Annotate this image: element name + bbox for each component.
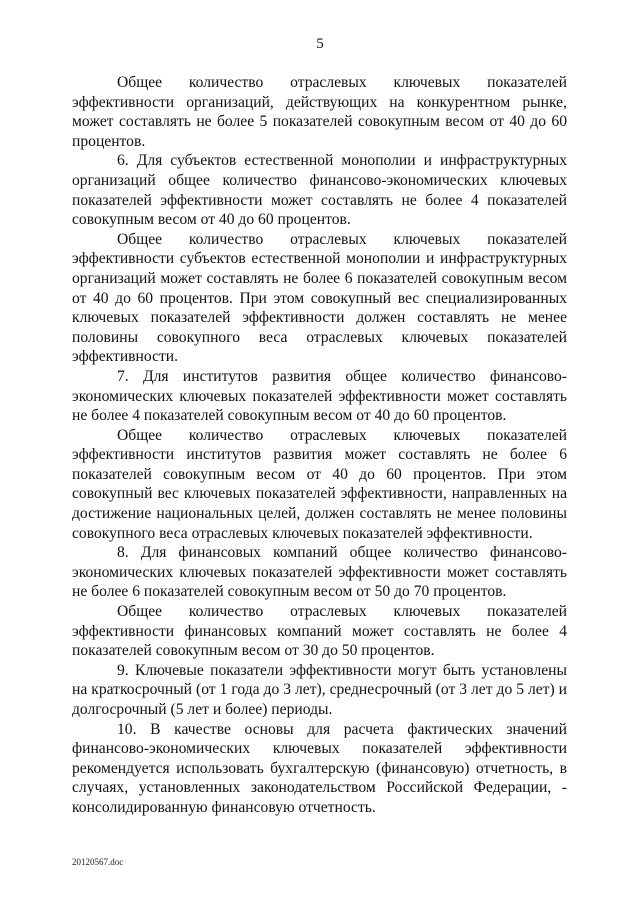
paragraph-item-9: 9. Ключевые показатели эффективности могут быть установлены на краткосрочный (от 1 года до 3 лет), среднесрочный (от 3 лет до 5 лет) и долгосрочный (5 лет и более) периоды. [72, 661, 567, 718]
paragraph-item-8: 8. Для финансовых компаний общее количество финансово-экономических ключевых показателей эффективности может составлять не более 6 показателей совокупным весом от 50 до 70 процентов. [72, 544, 567, 601]
paragraph-industry-kpi-financial: Общее количество отраслевых ключевых показателей эффективности финансовых компаний может составлять не более 4 показателей совокупным весом от 30 до 50 процентов. [72, 603, 567, 660]
page-number: 5 [316, 36, 324, 52]
paragraph-industry-kpi-monopoly: Общее количество отраслевых ключевых показателей эффективности субъектов естественной монополии и инфраструктурных организаций может составлять не более 6 показателей совокупным весом от 40 до 60 процентов. При этом совокупный вес специализированных ключевых показателей эффективности должен составлять не менее половины совокупного веса отраслевых ключевых показателей эффективности. [72, 230, 567, 366]
paragraph-item-10: 10. В качестве основы для расчета фактических значений финансово-экономических ключевых показателей эффективности рекомендуется использовать бухгалтерскую (финансовую) отчетность, в случаях, установленных законодательством Российской Федерации, - консолидированную финансовую отчетность. [72, 720, 567, 816]
paragraph-industry-kpi-development: Общее количество отраслевых ключевых показателей эффективности институтов развития может составлять не более 6 показателей совокупным весом от 40 до 60 процентов. При этом совокупный вес ключевых показателей эффективности, направленных на достижение национальных целей, должен составлять не менее половины совокупного веса отраслевых ключевых показателей эффективности. [72, 426, 567, 542]
paragraph-item-7: 7. Для институтов развития общее количество финансово-экономических ключевых показателей эффективности может составлять не более 4 показателей совокупным весом от 40 до 60 процентов. [72, 367, 567, 425]
paragraph-item-6: 6. Для субъектов естественной монополии и инфраструктурных организаций общее количество финансово-экономических ключевых показателей эффективности может составлять не более 4 показателей совокупным весом от 40 до 60 процентов. [72, 152, 567, 229]
document-body [72, 73, 567, 818]
paragraph-industry-kpi-competitive: Общее количество отраслевых ключевых показателей эффективности организаций, действующих на конкурентном рынке, может составлять не более 5 показателей совокупным весом от 40 до 60 процентов. [72, 74, 567, 150]
file-name-footer: 20120567.doc [72, 857, 124, 867]
